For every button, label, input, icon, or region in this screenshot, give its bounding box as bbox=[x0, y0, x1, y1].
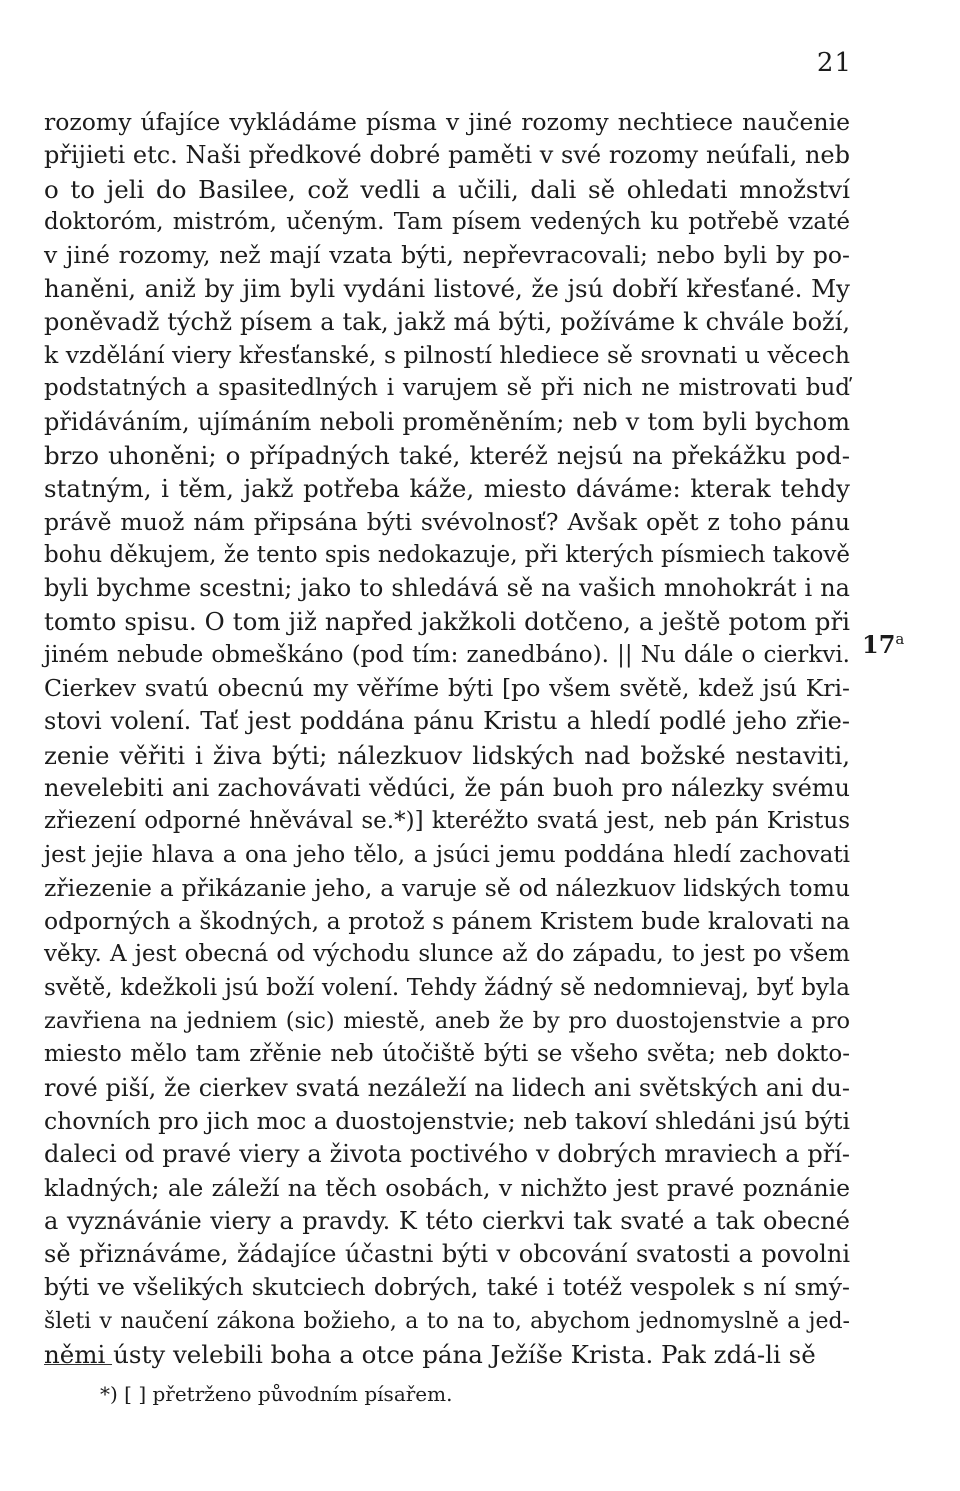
text-line: kladných; ale záleží na těch osobách, v nichžto jest pravé poznánie bbox=[44, 1173, 850, 1202]
text-line: v jiné rozomy, než mají vzata býti, nepřevracovali; nebo byli by po- bbox=[44, 241, 850, 270]
text-line: statným, i těm, jakž potřeba káže, miesto dáváme: kterak tehdy bbox=[44, 474, 850, 504]
text-line: šleti v naučení zákona božieho, a to na to, abychom jednomyslně a jed- bbox=[44, 1308, 850, 1334]
margin-note bbox=[862, 630, 904, 659]
text-line: k vzdělání viery křesťanské, s pilností hlediece sě srovnati u věcech bbox=[44, 341, 850, 370]
text-line: němi ústy velebili boha a otce pána Ježíše Krista. Pak zdá-li sě bbox=[44, 1339, 816, 1369]
text-line: stovi volení. Tať jest poddána pánu Kristu a hledí podlé jeho zřie- bbox=[44, 707, 850, 736]
text-line: zřiezenie a přikázanie jeho, a varuje sě od nálezkuov lidských tomu bbox=[44, 873, 850, 902]
text-line: doktoróm, mistróm, učeným. Tam písem vedených ku potřebě vzaté bbox=[44, 208, 850, 235]
page-number: 21 bbox=[816, 48, 852, 78]
text-line: byli bychme scestni; jako to shledává sě na vašich mnohokrát i na bbox=[44, 574, 850, 603]
text-line: a vyznávánie viery a pravdy. K této cierkvi tak svaté a tak obecné bbox=[44, 1206, 850, 1235]
text-line: daleci od pravé viery a života poctivého v dobrých mraviech a pří- bbox=[44, 1140, 850, 1169]
text-line: rové piší, že cierkev svatá nezáleží na lidech ani světských ani du- bbox=[44, 1073, 850, 1102]
text-line: zenie věřiti i živa býti; nálezkuov lidských nad božské nestaviti, bbox=[44, 740, 850, 770]
text-line: chovních pro jich moc a duostojenstvie; neb takoví shledáni jsú býti bbox=[44, 1106, 850, 1135]
text-line: býti ve všelikých skutciech dobrých, také i totéž vespolek s ní smý- bbox=[44, 1273, 850, 1302]
text-line: jiném nebude obmeškáno (pod tím: zanedbáno). || Nu dále o cierkvi. bbox=[44, 641, 850, 668]
text-line: tomto spisu. O tom již napřed jakžkoli dotčeno, a ještě potom při bbox=[44, 607, 850, 637]
text-line: světě, kdežkoli jsú boží volení. Tehdy žádný sě nedomnievaj, byť byla bbox=[44, 974, 850, 1001]
text-line: bohu děkujem, že tento spis nedokazuje, při kterých písmiech takově bbox=[44, 541, 850, 568]
text-line: podstatných a spasitedlných i varujem sě při nich ne mistrovati buď bbox=[44, 375, 850, 402]
margin-note-label: 17 bbox=[862, 630, 896, 659]
text-line: miesto mělo tam zřěnie neb útočiště býti se všeho světa; neb dokto- bbox=[44, 1041, 850, 1068]
text-line: poněvadž týchž písem a tak, jakž má býti, požíváme k chvále boží, bbox=[44, 307, 850, 336]
text-line: přijieti etc. Naši předkové dobré paměti v své rozomy neúfali, neb bbox=[44, 141, 850, 170]
footnote-rule bbox=[44, 1364, 112, 1365]
text-line: haněni, aniž by jim byli vydáni listové, že jsú dobří křesťané. My bbox=[44, 274, 850, 304]
body-text bbox=[44, 106, 850, 1371]
text-line: sě přiznáváme, žádajíce účastni býti v obcování svatosti a povolni bbox=[44, 1240, 850, 1269]
text-line: o to jeli do Basilee, což vedli a učili, dali sě ohledati množství bbox=[44, 174, 850, 204]
text-line: jest jejie hlava a ona jeho tělo, a jsúci jemu poddána hledí zachovati bbox=[44, 841, 850, 868]
footnote: *) [ ] přetrženo původním písařem. bbox=[100, 1382, 453, 1406]
text-line: zřiezení odporné hněvával se.*)] kteréžto svatá jest, neb pán Kristus bbox=[44, 808, 850, 835]
text-line: zavřiena na jedniem (sic) miestě, aneb že by pro duostojenstvie a pro bbox=[44, 1008, 850, 1035]
margin-note-sup: a bbox=[895, 630, 905, 648]
text-line: Cierkev svatú obecnú my věříme býti [po všem světě, kdež jsú Kri- bbox=[44, 674, 850, 703]
text-line: brzo uhoněni; o případných také, kteréž nejsú na překážku pod- bbox=[44, 440, 850, 470]
text-line: rozomy úfajíce vykládáme písma v jiné rozomy nechtiece naučenie bbox=[44, 108, 850, 136]
text-line: věky. A jest obecná od východu slunce až do západu, to jest po všem bbox=[44, 941, 850, 968]
text-line: nevelebiti ani zachovávati vědúci, že pán buoh pro nálezky svému bbox=[44, 773, 850, 802]
text-line: odporných a škodných, a protož s pánem Kristem bude kralovati na bbox=[44, 907, 850, 936]
text-line: přidáváním, ujímáním neboli proměněním; neb v tom byli bychom bbox=[44, 407, 850, 436]
text-line: právě muož nám připsána býti svévolnosť? Avšak opět z toho pánu bbox=[44, 507, 850, 536]
